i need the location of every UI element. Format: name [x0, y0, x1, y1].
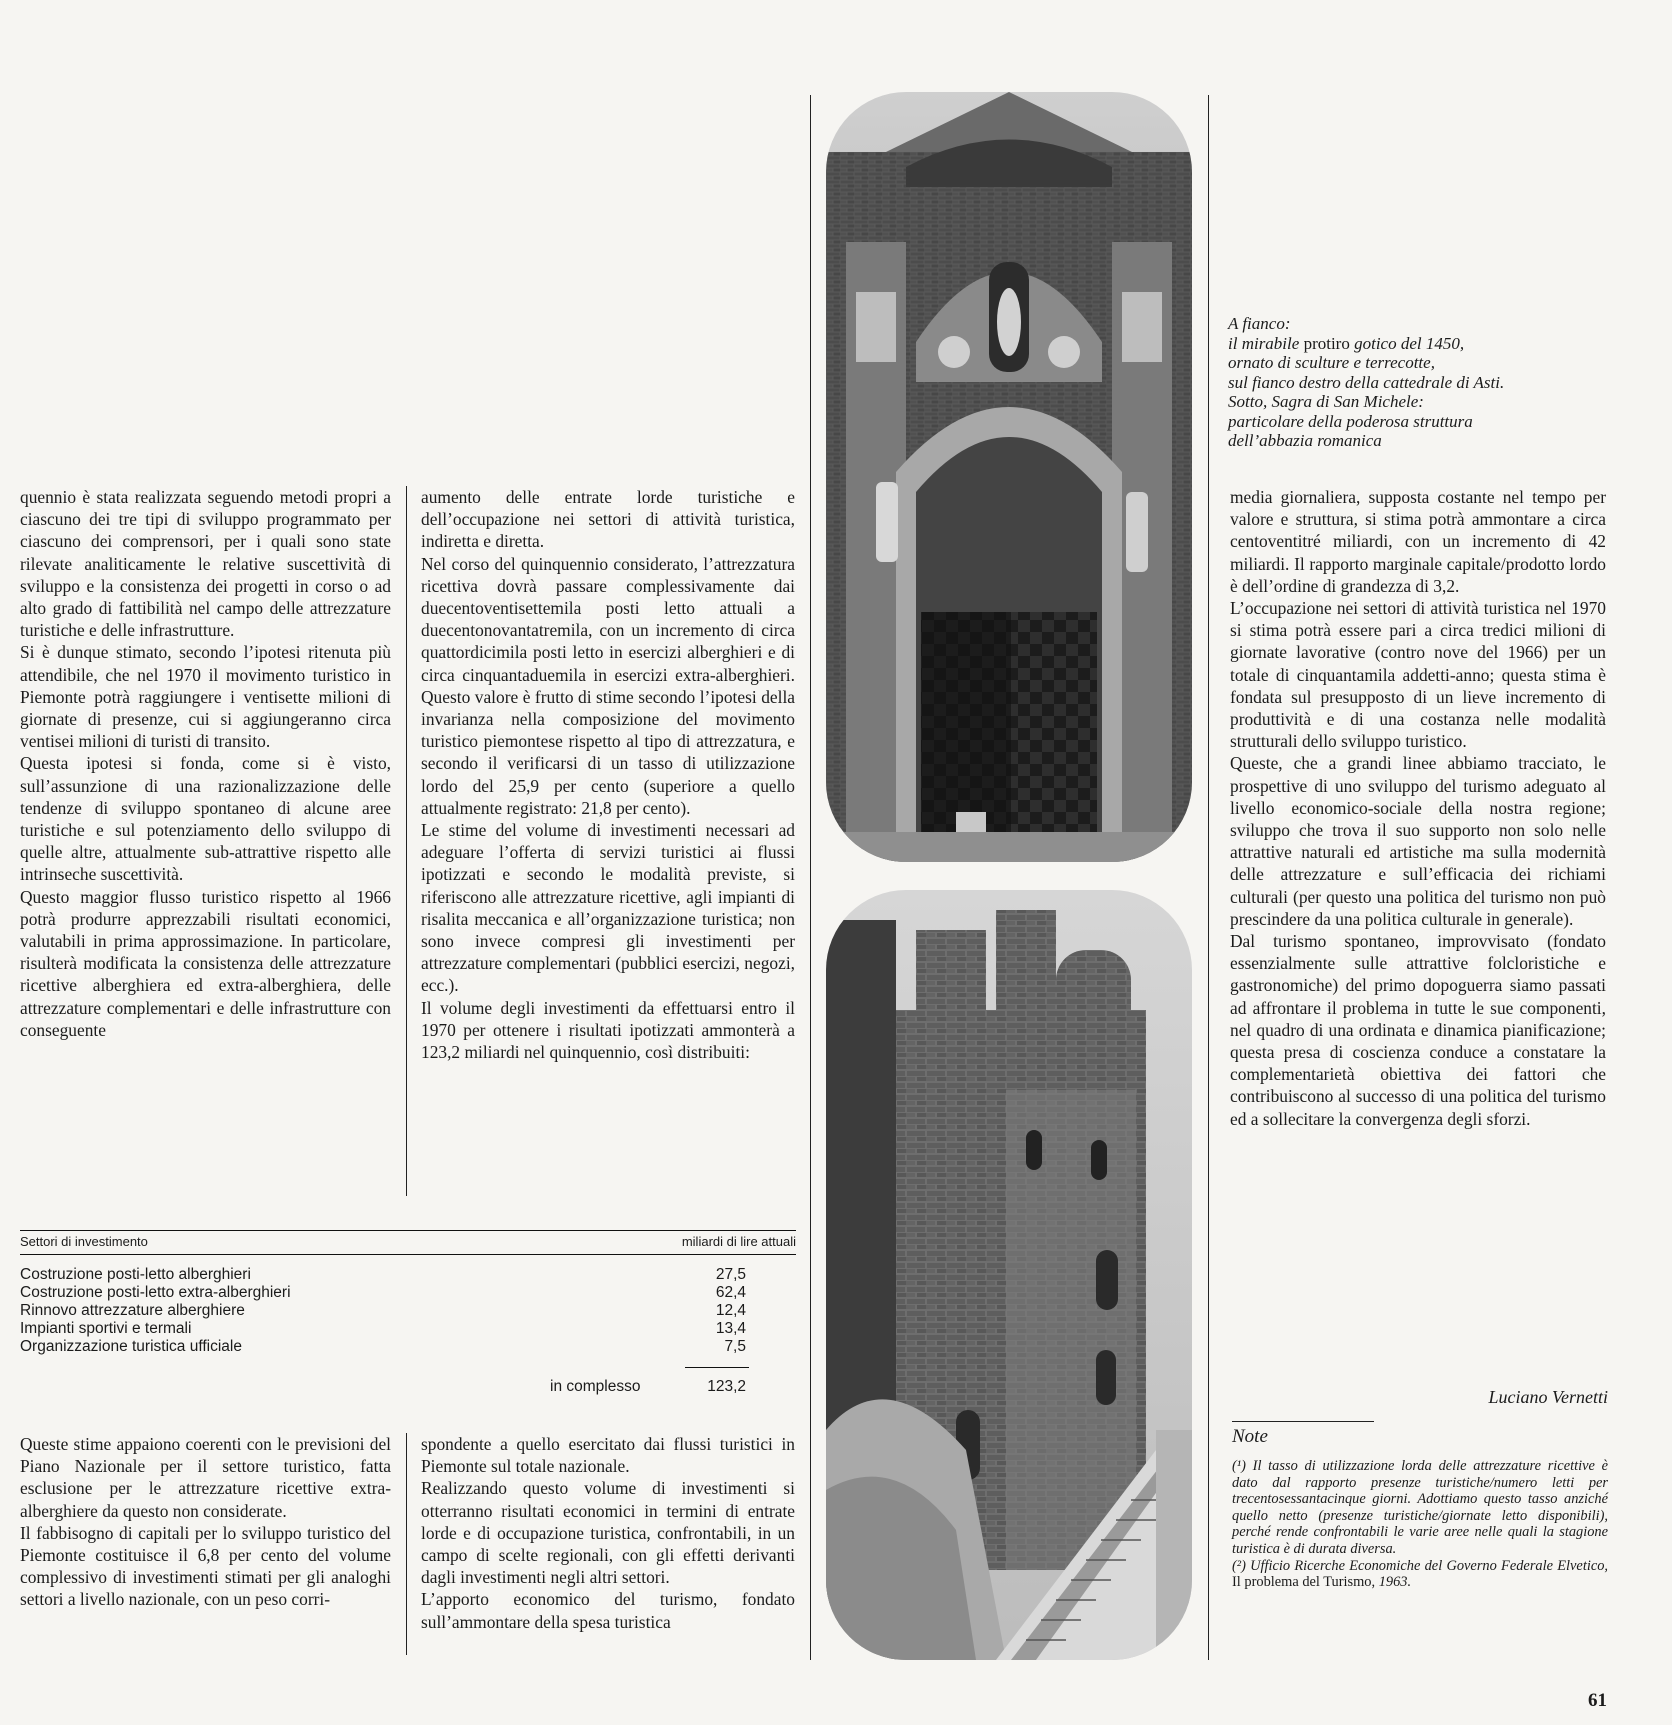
col1-paragraph: Si è dunque stimato, secondo l’ipotesi ritenuta più attendibile, che nel 1970 il movimento turistico in Piemonte potrà raggiungere i ventisette milioni di giornate di presenze, cui si aggiungeranno circa ventisei milioni di turisti di transito. [20, 642, 391, 752]
col3-paragraph: L’occupazione nei settori di attività turistica nel 1970 si stima potrà essere pari a circa tredici milioni di giornate lavorative (contro nove del 1966) per un totale di cinquantamila addetti-anno; questa stima è fondata sul presupposto di un lieve incremento di produttività e di una costanza nelle modalità strutturali dello sviluppo turistico. [1230, 598, 1606, 752]
col3-paragraph: media giornaliera, supposta costante nel tempo per valore e struttura, si stima potrà ammontare a circa centoventitré miliardi, con un incremento di 42 miliardi. Il rapporto marginale capitale/prodotto lordo è dell’ordine di grandezza di 3,2. [1230, 487, 1606, 596]
notes [1232, 1458, 1608, 1591]
row-value: 13,4 [715, 1320, 746, 1337]
author-signature: Luciano Vernetti [1488, 1387, 1608, 1407]
caption-line [1228, 334, 1658, 354]
row-value: 12,4 [715, 1302, 746, 1319]
table-row [20, 1284, 794, 1301]
col2-bottom-paragraph: Realizzando questo volume di investimenti si otterranno risultati economici in termini di entrate lorde e di occupazione turistica, confrontabili, in un campo di scelte regionali, con gli effetti derivanti dagli investimenti negli altri settori. [421, 1478, 795, 1588]
total-rule [685, 1367, 749, 1368]
notes-rule [1232, 1421, 1374, 1422]
table-header-sector: Settori di investimento [20, 1234, 148, 1249]
col1-bottom-paragraph: Il fabbisogno di capitali per lo sviluppo turistico del Piemonte costituisce il 6,8 per cento del volume complessivo di investimenti stimati per gli analoghi settori a livello nazionale, con un peso corri- [20, 1522, 391, 1610]
abbey-photo [826, 890, 1192, 1660]
row-label: Costruzione posti-letto extra-alberghieri [20, 1284, 291, 1301]
footnote-2-title: Il problema del Turismo, [1232, 1574, 1376, 1591]
table-row [20, 1338, 794, 1355]
row-value: 7,5 [724, 1338, 746, 1355]
column-divider [406, 486, 407, 1196]
caption-line: A fianco: [1228, 314, 1291, 333]
caption-line: ornato di sculture e terrecotte, [1228, 353, 1435, 372]
row-value: 27,5 [715, 1266, 746, 1283]
row-label: Rinnovo attrezzature alberghiere [20, 1302, 245, 1319]
column-2 [421, 486, 795, 1063]
row-label: Costruzione posti-letto alberghieri [20, 1266, 251, 1283]
column-divider [406, 1433, 407, 1655]
page-number: 61 [1588, 1690, 1607, 1711]
footnote-2 [1232, 1558, 1608, 1591]
total-value: 123,2 [707, 1378, 746, 1395]
col3-paragraph: Dal turismo spontaneo, improvvisato (fondato essenzialmente sulle attrattive folcloristiche e gastronomiche) del primo dopoguerra siamo passati ad affrontare il problema in tutte le sue componenti, nel quadro di una ordinata e dinamica pianificazione; questa presa di coscienza conduce a constatare la complementarietà obiettiva dei fattori che contribuiscono al successo di una politica del turismo ed a sollecitare la convergenza degli sforzi. [1230, 931, 1606, 1129]
table-row [20, 1266, 794, 1283]
row-label: Impianti sportivi e termali [20, 1320, 192, 1337]
col1-paragraph: Questo maggior flusso turistico rispetto al 1966 potrà produrre apprezzabili risultati economici, valutabili in prima approssimazione. In particolare, risulterà modificata la consistenza delle attrezzature ricettive alberghiera ed extra-alberghiera, delle attrezzature complementari e delle infrastrutture con conseguente [20, 886, 391, 1040]
caption-line: particolare della poderosa struttura [1228, 411, 1473, 431]
photo-caption [1228, 314, 1658, 451]
caption-line: sul fianco destro della cattedrale di Asti. [1228, 372, 1505, 392]
col2-bottom-paragraph: spondente a quello esercitato dai flussi turistici in Piemonte sul totale nazionale. [421, 1434, 795, 1477]
col2-paragraph: Nel corso del quinquennio considerato, l’attrezzatura ricettiva dovrà passare complessivamente dai duecentoventisettemila posti letto attuali a duecentonovantatremila, con un incremento di circa quattordicimila posti letto in esercizi alberghieri e di circa cinquantaduemila in esercizi extra-alberghieri. Questo valore è frutto di stime secondo l’ipotesi della invarianza nella composizione del movimento turistico piemontese rispetto al tipo di attrezzatura, e secondo il verificarsi di un tasso di utilizzazione lordo del 25,9 per cento (superiore a quello attualmente registrato: 21,8 per cento). [421, 553, 795, 818]
total-label: in complesso [550, 1378, 641, 1395]
table-row [20, 1320, 794, 1337]
column-3 [1230, 486, 1606, 1130]
caption-line: Sotto, Sagra di San Michele: [1228, 392, 1424, 411]
row-label: Organizzazione turistica ufficiale [20, 1338, 242, 1355]
col1-paragraph: Questa ipotesi si fonda, come si è visto, sull’assunzione di una razionalizzazione delle tendenze di sviluppo spontaneo di alcune aree turistiche e sul potenziamento dello sviluppo di quelle altre, attualmente sub-attrattive rispetto alle intrinseche suscettività. [20, 753, 391, 885]
photo-column-rule-right [1208, 95, 1209, 1660]
caption-text-upright: protiro [1303, 333, 1350, 353]
col1-paragraph: quennio è stata realizzata seguendo metodi propri a ciascuno dei tre tipi di sviluppo programmato per ciascuno dei comprensori, per i quali sono state rilevate analiticamente le relative suscettività di sviluppo e la consistenza dei progetti in corso o ad alto grado di fattibilità nel campo delle attrezzature turistiche e delle infrastrutture. [20, 487, 391, 641]
investment-table [20, 1230, 796, 1405]
column-2-bottom [421, 1433, 795, 1633]
footnote-1: (¹) Il tasso di utilizzazione lorda delle attrezzature ricettive è dato dal rapporto presenze turistiche/numero letti per trecentosessantacinque giorni. Adottiamo questo tasso anziché quello netto (presenze turistiche/giornate letto disponibili), perché rende confrontabili le varie aree nelle quali la stagione turistica è di durata diversa. [1232, 1458, 1608, 1557]
column-1-bottom [20, 1433, 391, 1611]
table-total-row [20, 1378, 794, 1395]
footnote-2-year: 1963. [1375, 1574, 1412, 1591]
row-value: 62,4 [715, 1284, 746, 1301]
footnote-2-text: (²) Ufficio Ricerche Economiche del Governo Federale Elvetico, [1232, 1557, 1608, 1574]
col2-paragraph: Il volume degli investimenti da effettuarsi entro il 1970 per ottenere i risultati ipotizzati ammonterà a 123,2 miliardi nel quinquennio, così distribuiti: [421, 997, 795, 1063]
table-header-unit: miliardi di lire attuali [681, 1234, 796, 1249]
column-1 [20, 486, 391, 1041]
cathedral-portal-photo [826, 92, 1192, 862]
col1-bottom-paragraph: Queste stime appaiono coerenti con le previsioni del Piano Nazionale per il settore turistico, fatta esclusione per le attrezzature ricettive extra-alberghiere da questo non considerate. [20, 1434, 391, 1521]
col2-bottom-paragraph: L’apporto economico del turismo, fondato sull’ammontare della spesa turistica [421, 1589, 795, 1632]
caption-text: il mirabile [1228, 333, 1304, 353]
table-header-rule [20, 1254, 796, 1255]
caption-text: gotico del 1450, [1349, 333, 1465, 353]
caption-line: dell’abbazia romanica [1228, 431, 1382, 450]
photo-column-rule-left [810, 95, 811, 1660]
notes-title: Note [1232, 1426, 1268, 1447]
col2-paragraph: aumento delle entrate lorde turistiche e dell’occupazione nei settori di attività turistica, indiretta e diretta. [421, 487, 795, 552]
col3-paragraph: Queste, che a grandi linee abbiamo tracciato, le prospettive di uno sviluppo del turismo adeguato al livello economico-sociale della nostra regione; sviluppo che trova il suo supporto non solo nelle attrattive naturali ed artistiche ma sulla modernità delle attrezzature e sull’efficacia dei richiami culturali (per questo una politica del turismo non può prescindere da una politica culturale in generale). [1230, 753, 1606, 929]
col2-paragraph: Le stime del volume di investimenti necessari ad adeguare l’offerta di servizi turistici ai flussi ipotizzati e secondo le modalità previste, si riferiscono alle attrezzature ricettive, agli impianti di risalita meccanica e all’organizzazione turistica; non sono invece compresi gli investimenti per attrezzature complementari (pubblici esercizi, negozi, ecc.). [421, 820, 795, 996]
table-top-rule [20, 1230, 796, 1231]
table-row [20, 1302, 794, 1319]
